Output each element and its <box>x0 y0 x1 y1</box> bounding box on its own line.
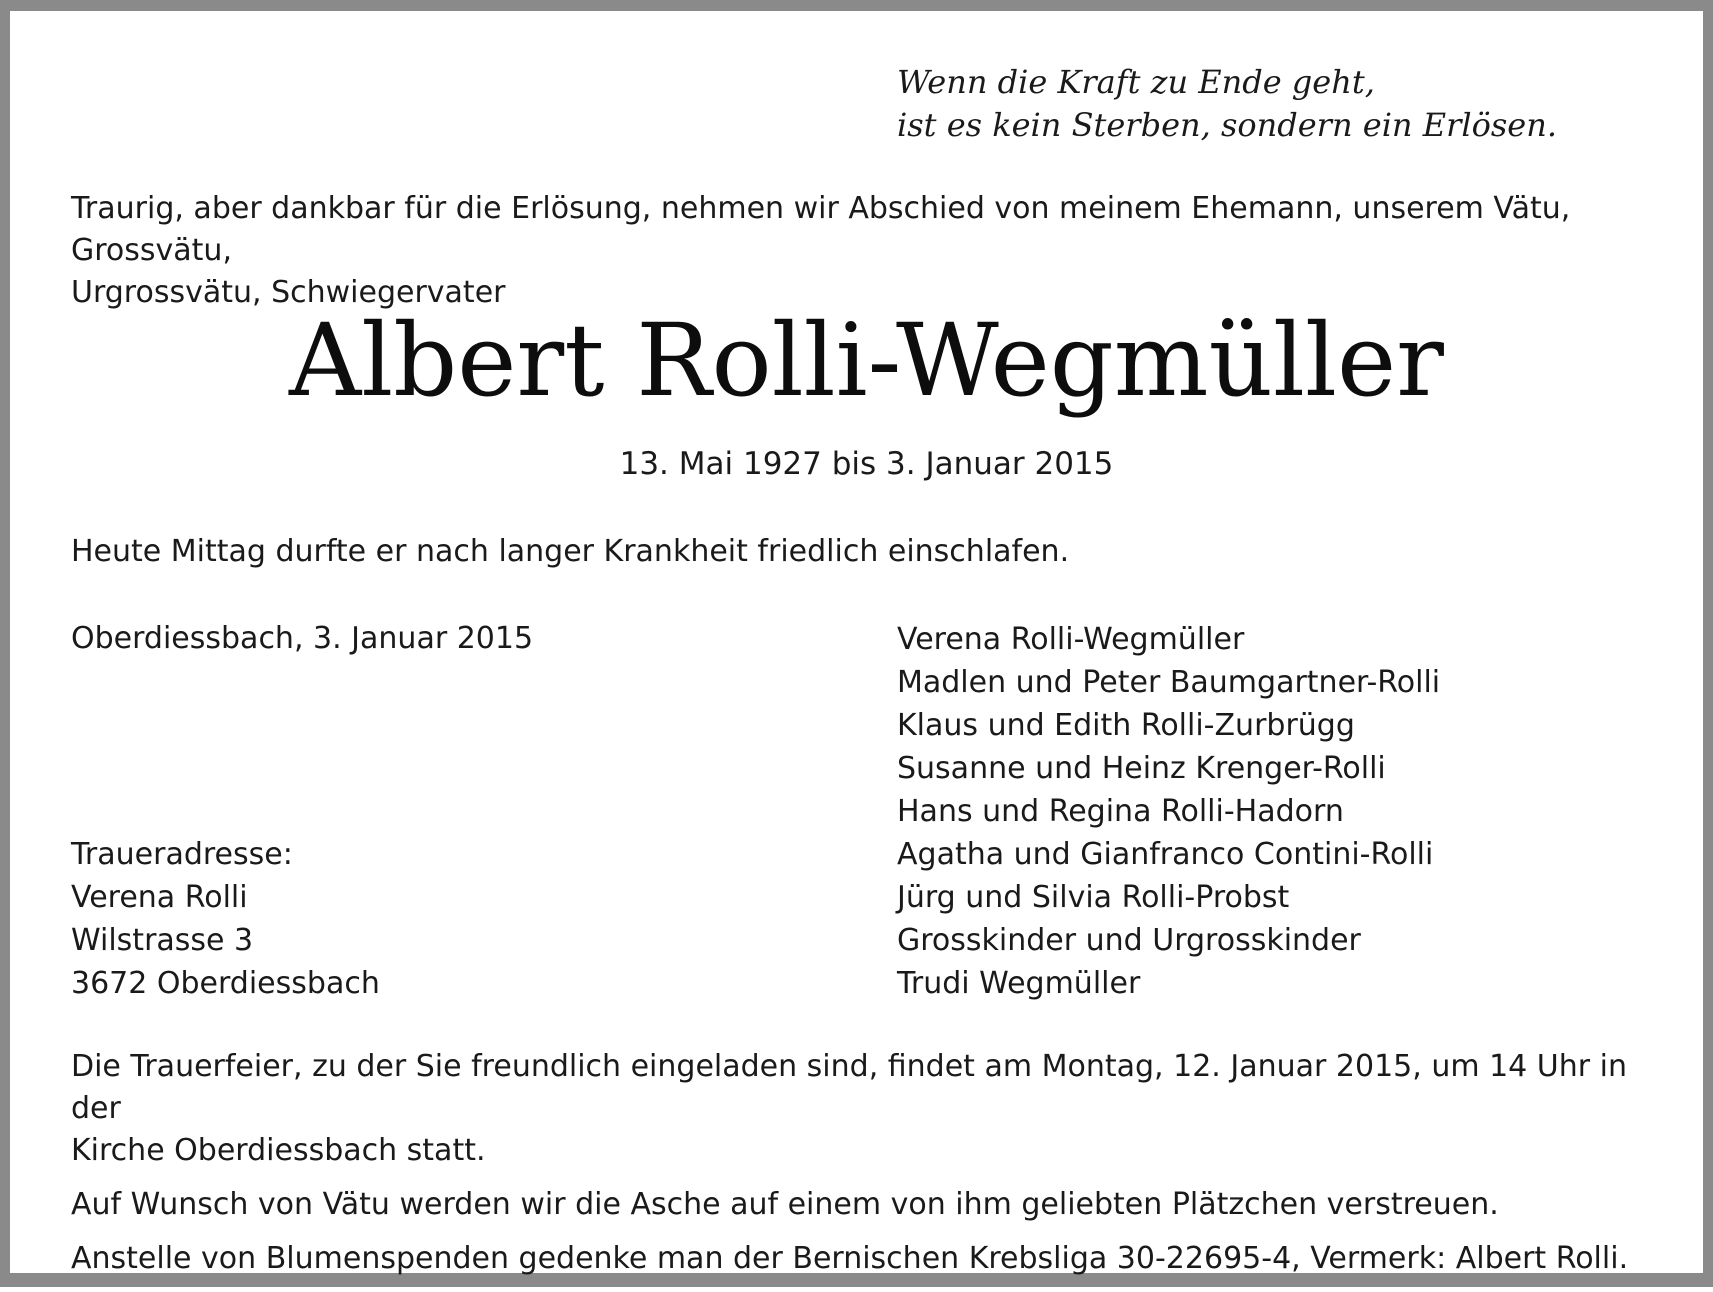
mourner-item: Jürg und Silvia Rolli-Probst <box>897 880 1290 915</box>
deceased-name: Albert Rolli-Wegmüller <box>289 302 1444 419</box>
intro-text <box>71 188 1671 314</box>
address-label: Traueradresse: <box>71 837 293 872</box>
intro-line-2: Urgrossvätu, Schwiegervater <box>71 275 506 310</box>
passing-statement: Heute Mittag durfte er nach langer Krankheit friedlich einschlafen. <box>71 534 1070 569</box>
mourner-item: Trudi Wegmüller <box>897 966 1141 1001</box>
place-date: Oberdiessbach, 3. Januar 2015 <box>71 621 534 656</box>
address-city: 3672 Oberdiessbach <box>71 966 380 1001</box>
mourner-item: Klaus und Edith Rolli-Zurbrügg <box>897 708 1355 743</box>
mourner-item: Susanne und Heinz Krenger-Rolli <box>897 751 1386 786</box>
ceremony-line-1: Die Trauerfeier, zu der Sie freundlich eingeladen sind, findet am Montag, 12. Januar 2015, um 14 Uhr in der <box>71 1049 1627 1126</box>
donation-note: Anstelle von Blumenspenden gedenke man der Bernischen Krebsliga 30-22695-4, Vermerk: Albert Rolli. <box>71 1241 1629 1276</box>
motto-line-2: ist es kein Sterben, sondern ein Erlösen. <box>897 106 1557 144</box>
mourning-address <box>71 833 380 1005</box>
mourner-item: Madlen und Peter Baumgartner-Rolli <box>897 665 1441 700</box>
ceremony-line-2: Kirche Oberdiessbach statt. <box>71 1133 486 1168</box>
life-dates: 13. Mai 1927 bis 3. Januar 2015 <box>619 446 1114 482</box>
mourner-item: Hans und Regina Rolli-Hadorn <box>897 794 1344 829</box>
address-name: Verena Rolli <box>71 880 248 915</box>
motto-line-1: Wenn die Kraft zu Ende geht, <box>897 63 1375 101</box>
mourners-list <box>897 618 1440 1005</box>
closing-section <box>71 1046 1681 1292</box>
mourner-item: Agatha und Gianfranco Contini-Rolli <box>897 837 1434 872</box>
ceremony-info <box>71 1046 1681 1172</box>
mourner-item: Verena Rolli-Wegmüller <box>897 622 1245 657</box>
motto-verse <box>897 61 1557 147</box>
address-street: Wilstrasse 3 <box>71 923 254 958</box>
ashes-note: Auf Wunsch von Vätu werden wir die Asche auf einem von ihm geliebten Plätzchen verstreuen. <box>71 1187 1499 1222</box>
intro-line-1: Traurig, aber dankbar für die Erlösung, nehmen wir Abschied von meinem Ehemann, unserem Vätu, Grossvätu, <box>71 191 1571 268</box>
mourner-item: Grosskinder und Urgrosskinder <box>897 923 1361 958</box>
